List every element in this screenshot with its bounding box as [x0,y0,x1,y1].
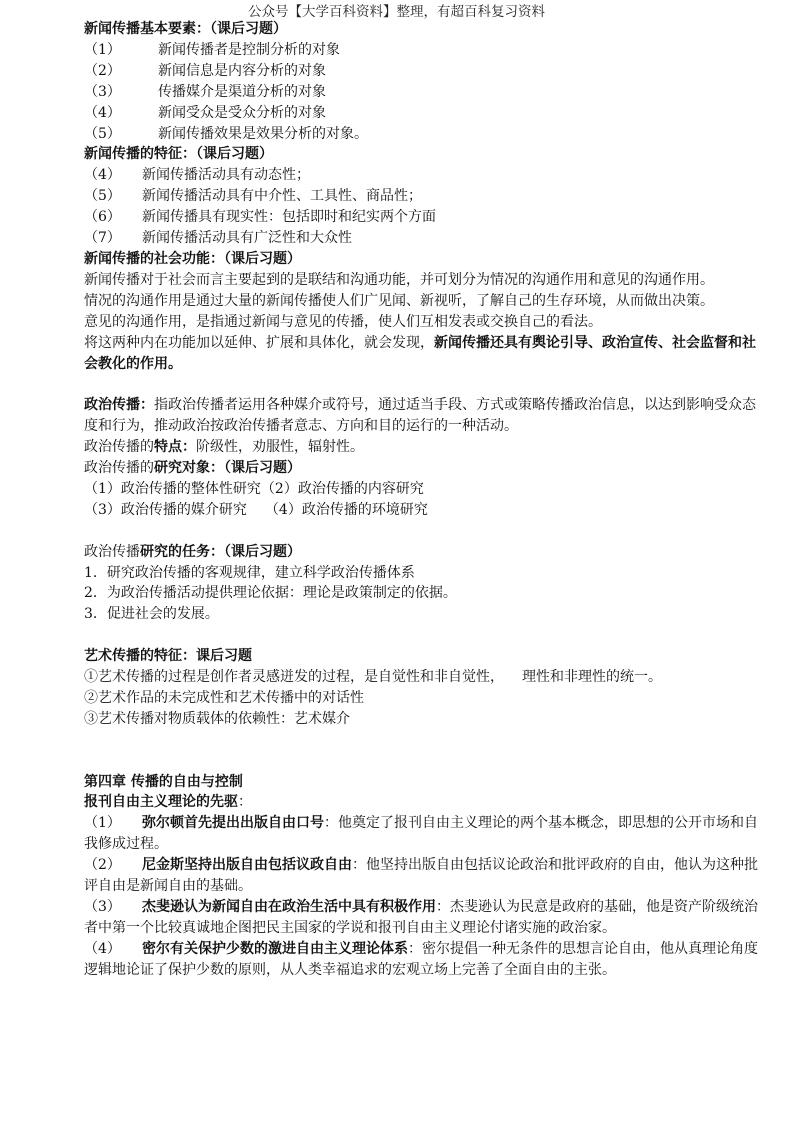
list-item: 2．为政治传播活动提供理论依据：理论是政策制定的依据。 [84,585,457,602]
paragraph: 将这两种内在功能加以延伸、扩展和具体化，就会发现，新闻传播还具有舆论引导、政治宣传、社会监督和社会教化的作用。 [84,334,756,372]
document-body [84,19,759,981]
list-item: （1） 新闻传播者是控制分析的对象 [84,41,340,58]
definition-political-communication: 政治传播：指政治传播者运用各种媒介或符号，通过适当手段、方式或策略传播政治信息，以达到影响受众态度和行为，推动政治按政治传播者意志、方向和目的运行的一种活动。 [84,397,756,435]
list-item: （2） 尼金斯坚持出版自由包括议政自由：他坚持出版自由包括议论政治和批评政府的自由，他认为这种批评自由是新闻自由的基础。 [84,857,758,895]
list-item: （1）政治传播的整体性研究（2）政治传播的内容研究 [84,480,424,497]
section-title-press-freedom-pioneers: 报刊自由主义理论的先驱： [84,794,252,811]
list-item: （3） 杰斐逊认为新闻自由在政治生活中具有积极作用：杰斐逊认为民意是政府的基础，他是资产阶级统治者中第一个比较真诚地企图把民主国家的学说和报刊自由主义理论付诸实施的政治家。 [84,899,758,936]
list-item: （3） 传播媒介是渠道分析的对象 [84,83,326,100]
section-title-art-communication: 艺术传播的特征：课后习题 [84,648,252,665]
list-item: （1） 弥尔顿首先提出出版自由口号：他奠定了报刊自由主义理论的两个基本概念，即思想的公开市场和自我修成过程。 [84,815,758,853]
list-item: （4） 密尔有关保护少数的激进自由主义理论体系：密尔提倡一种无条件的思想言论自由，他从真理论角度逻辑地论证了保护少数的原则，从人类幸福追求的宏观立场上完善了全面自由的主张。 [84,940,758,978]
list-item: （4） 新闻传播活动具有动态性； [84,167,310,184]
chapter-title: 第四章 传播的自由与控制 [84,773,243,790]
list-item: （6） 新闻传播具有现实性：包括即时和纪实两个方面 [84,209,436,226]
list-item: （2） 新闻信息是内容分析的对象 [84,62,326,79]
list-item: ②艺术作品的未完成性和艺术传播中的对话性 [84,689,364,706]
list-item: ①艺术传播的过程是创作者灵感迸发的过程，是自觉性和非自觉性， 理性和非理性的统一。 [84,669,662,686]
list-item: 3．促进社会的发展。 [84,606,219,623]
list-item: （5） 新闻传播活动具有中介性、工具性、商品性； [84,188,422,205]
section-title-research-tasks: 政治传播研究的任务：（课后习题） [84,543,301,560]
section-title-news-elements: 新闻传播基本要素：（课后习题） [84,21,287,37]
paragraph: 新闻传播对于社会而言主要起到的是联结和沟通功能，并可划分为情况的沟通作用和意见的沟通作用。 [84,271,714,288]
section-title-research-objects: 政治传播的研究对象：（课后习题） [84,460,301,477]
list-item: （4） 新闻受众是受众分析的对象 [84,104,326,121]
list-item: 1．研究政治传播的客观规律，建立科学政治传播体系 [84,564,415,581]
paragraph: 意见的沟通作用，是指通过新闻与意见的传播，使人们互相发表或交换自己的看法。 [84,313,602,330]
list-item: （7） 新闻传播活动具有广泛性和大众性 [84,230,352,247]
paragraph: 政治传播的特点：阶级性，劝服性，辐射性。 [84,439,364,456]
paragraph: 情况的沟通作用是通过大量的新闻传播使人们广见闻、新视听，了解自己的生存环境，从而做出决策。 [84,292,714,309]
list-item: （5） 新闻传播效果是效果分析的对象。 [84,125,368,142]
section-title-social-functions: 新闻传播的社会功能：（课后习题） [84,250,301,267]
section-title-news-features: 新闻传播的特征：（课后习题） [84,146,273,163]
page-header: 公众号【大学百科资料】整理，有超百科复习资料 [248,4,545,20]
list-item: ③艺术传播对物质载体的依赖性：艺术媒介 [84,710,350,727]
list-item: （3）政治传播的媒介研究 （4）政治传播的环境研究 [84,501,428,518]
